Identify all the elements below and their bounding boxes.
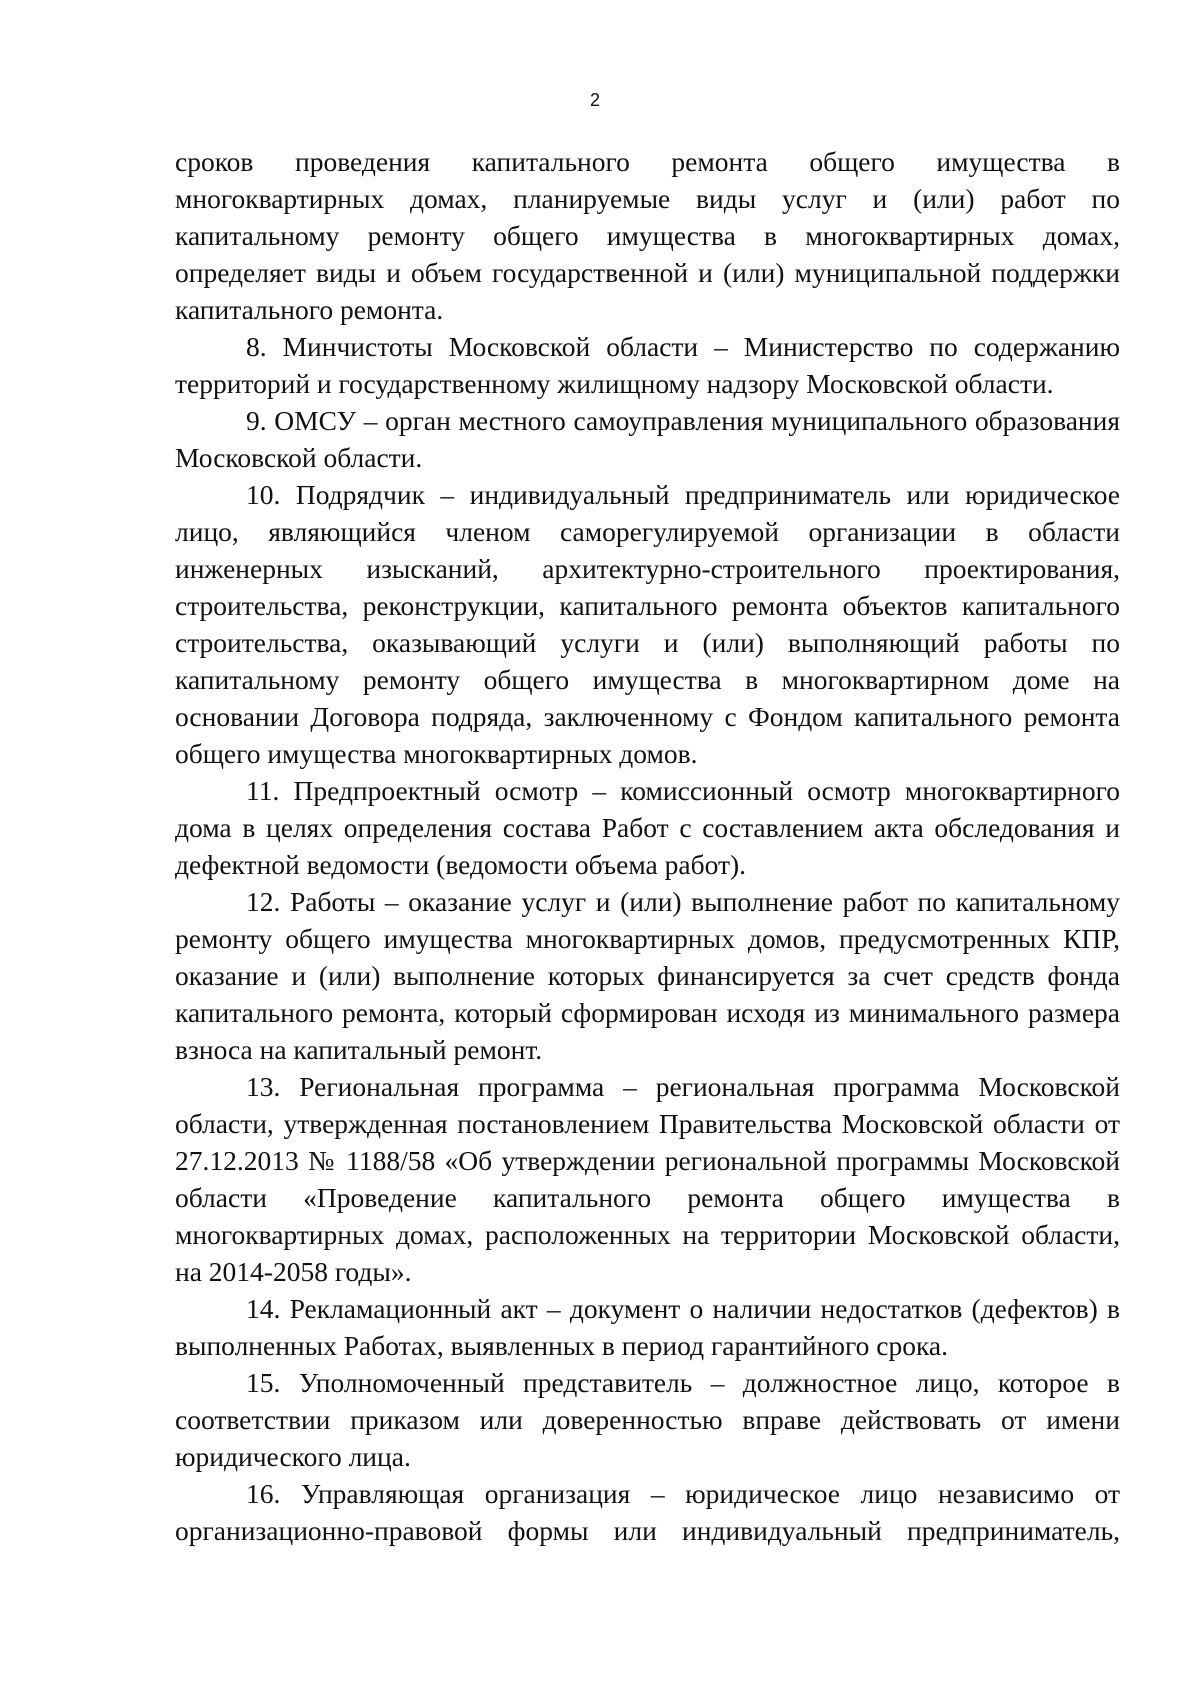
definition-12: 12. Работы – оказание услуг и (или) выполнение работ по капитальному ремонту общего имущества многоквартирных домов, предусмотренных КПР, оказание и (или) выполнение которых финансируется за счет средств фонда капитального ремонта, который сформирован исходя из минимального размера взноса на капитальный ремонт. bbox=[175, 886, 1120, 1065]
page-number: 2 bbox=[589, 90, 600, 110]
definition-10: 10. Подрядчик – индивидуальный предприниматель или юридическое лицо, являющийся членом саморегулируемой организации в области инженерных изысканий, архитектурно-строительного проектирования, строительства, реконструкции, капитального ремонта объектов капитального строительства, оказывающий услуги и (или) выполняющий работы по капитальному ремонту общего имущества в многоквартирном доме на основании Договора подряда, заключенному с Фондом капитального ремонта общего имущества многоквартирных домов. bbox=[175, 479, 1120, 769]
document-body bbox=[175, 143, 1120, 1549]
definition-13: 13. Региональная программа – региональная программа Московской области, утвержденная постановлением Правительства Московской области от 27.12.2013 № 1188/58 «Об утверждении региональной программы Московской области «Проведение капитального ремонта общего имущества в многоквартирных домах, расположенных на территории Московской области, на 2014-2058 годы». bbox=[175, 1071, 1120, 1287]
definition-9: 9. ОМСУ – орган местного самоуправления муниципального образования Московской области. bbox=[175, 405, 1120, 473]
paragraph-7-continuation: сроков проведения капитального ремонта общего имущества в многоквартирных домах, планируемые виды услуг и (или) работ по капитальному ремонту общего имущества в многоквартирных домах, определяет виды и объем государственной и (или) муниципальной поддержки капитального ремонта. bbox=[175, 146, 1120, 325]
definition-16: 16. Управляющая организация – юридическое лицо независимо от организационно-правовой формы или индивидуальный предприниматель, bbox=[175, 1478, 1120, 1546]
definition-15: 15. Уполномоченный представитель – должностное лицо, которое в соответствии приказом или доверенностью вправе действовать от имени юридического лица. bbox=[175, 1367, 1120, 1472]
definition-11: 11. Предпроектный осмотр – комиссионный осмотр многоквартирного дома в целях определения состава Работ с составлением акта обследования и дефектной ведомости (ведомости объема работ). bbox=[175, 775, 1120, 880]
definition-8: 8. Минчистоты Московской области – Министерство по содержанию территорий и государственному жилищному надзору Московской области. bbox=[175, 331, 1120, 399]
definition-14: 14. Рекламационный акт – документ о наличии недостатков (дефектов) в выполненных Работах, выявленных в период гарантийного срока. bbox=[175, 1293, 1120, 1361]
